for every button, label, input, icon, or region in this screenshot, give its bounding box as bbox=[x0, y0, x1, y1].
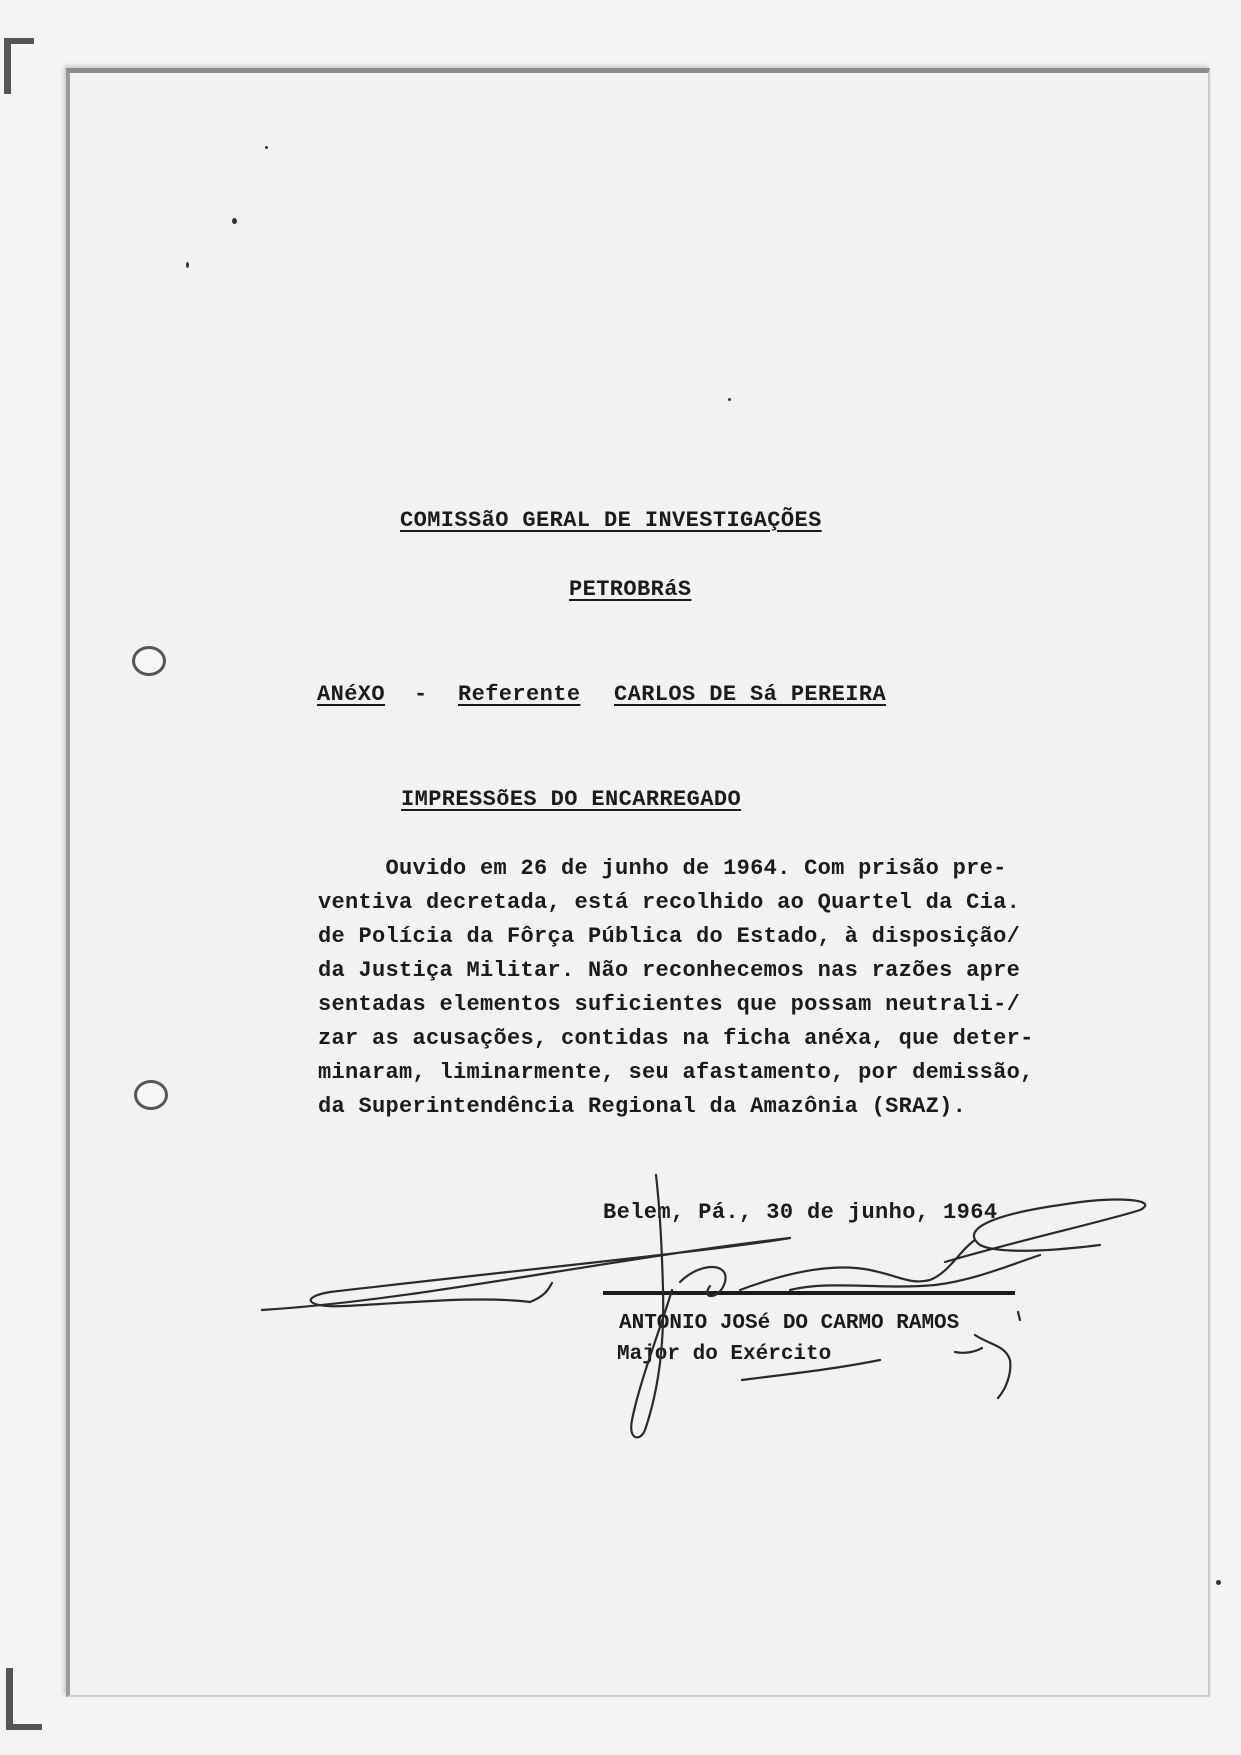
scan-frame-mark-top-left bbox=[4, 38, 34, 44]
section-title: IMPRESSõES DO ENCARREGADO bbox=[401, 787, 742, 812]
scan-frame-mark-bottom-left bbox=[6, 1724, 42, 1730]
scan-frame-mark-top-left bbox=[4, 38, 11, 94]
ink-speck bbox=[232, 218, 237, 224]
body-line: sentadas elementos suficientes que possam neutrali-/ bbox=[318, 992, 1021, 1017]
ink-speck bbox=[186, 262, 189, 268]
commission-title: COMISSãO GERAL DE INVESTIGAÇÕES bbox=[400, 508, 822, 533]
scan-frame-mark-bottom-left bbox=[6, 1668, 13, 1730]
body-line: da Superintendência Regional da Amazônia (SRAZ). bbox=[318, 1094, 967, 1119]
punch-hole bbox=[134, 1080, 168, 1110]
body-line: zar as acusações, contidas na ficha anéxa, que deter- bbox=[318, 1026, 1034, 1051]
company-name: PETROBRáS bbox=[569, 577, 692, 602]
annex-subject-name: CARLOS DE Sá PEREIRA bbox=[614, 682, 887, 707]
ink-speck bbox=[728, 398, 731, 401]
body-line: Ouvido em 26 de junho de 1964. Com prisão pre- bbox=[318, 856, 1007, 881]
punch-hole bbox=[132, 646, 166, 676]
ink-speck bbox=[265, 146, 268, 149]
signatory-rank: Major do Exército bbox=[617, 1343, 832, 1366]
body-line: ventiva decretada, está recolhido ao Quartel da Cia. bbox=[318, 890, 1021, 915]
annex-referente: Referente bbox=[458, 682, 581, 707]
ink-speck bbox=[1216, 1580, 1221, 1585]
annex-label: ANéXO bbox=[317, 682, 386, 707]
signatory-name: ANTONIO JOSé DO CARMO RAMOS bbox=[619, 1312, 960, 1335]
place-and-date: Belem, Pá., 30 de junho, 1964 bbox=[603, 1200, 998, 1225]
annex-dash: - bbox=[414, 682, 428, 707]
body-line: de Polícia da Fôrça Pública do Estado, à disposição/ bbox=[318, 924, 1021, 949]
body-line: da Justiça Militar. Não reconhecemos nas razões apre bbox=[318, 958, 1021, 983]
signature-line bbox=[603, 1291, 1015, 1295]
body-line: minaram, liminarmente, seu afastamento, por demissão, bbox=[318, 1060, 1034, 1085]
